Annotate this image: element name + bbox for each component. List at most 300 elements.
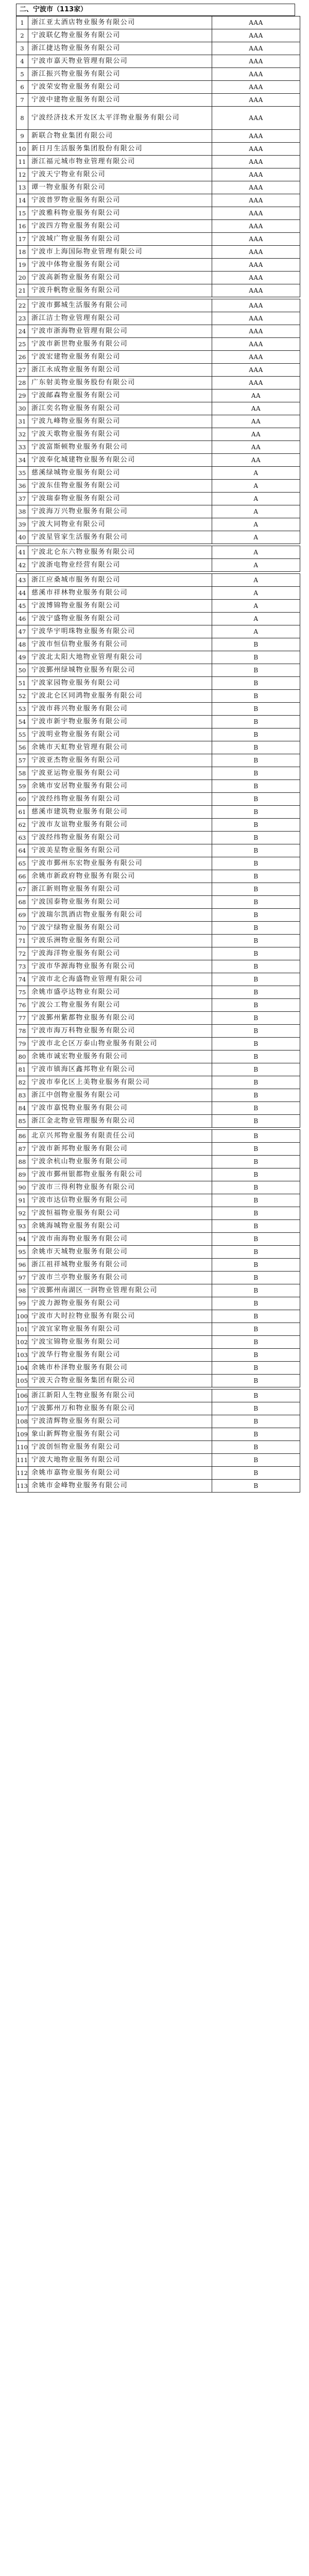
table-row [16,493,300,505]
credit-rating: A [212,574,300,587]
row-number: 28 [16,377,28,389]
row-number: 82 [16,1076,28,1089]
row-number: 4 [16,55,28,68]
company-name: 宁波中体物业服务有限公司 [28,259,212,272]
credit-rating: AA [212,428,300,441]
row-number: 5 [16,68,28,81]
row-number: 51 [16,677,28,690]
credit-rating: A [212,600,300,613]
row-number: 13 [16,181,28,194]
company-name: 宁波宁绿物业服务有限公司 [28,922,212,935]
company-name: 宁波九峰物业服务有限公司 [28,415,212,428]
company-name: 宁波邮森物业服务有限公司 [28,389,212,402]
credit-rating: AAA [212,194,300,207]
credit-rating: B [212,754,300,767]
row-number: 31 [16,415,28,428]
table-row [16,1336,300,1349]
row-number: 58 [16,767,28,780]
credit-rating: B [212,741,300,754]
credit-rating: AAA [212,299,300,312]
company-name: 宁波鄞州绿城物业服务有限公司 [28,664,212,677]
table-row [16,896,300,909]
credit-rating: AAA [212,377,300,389]
row-number: 27 [16,364,28,377]
table-row [16,651,300,664]
row-number: 45 [16,600,28,613]
credit-rating: B [212,1375,300,1387]
credit-rating: AAA [212,181,300,194]
row-number: 80 [16,1050,28,1063]
credit-rating: AAA [212,338,300,351]
credit-rating: AA [212,402,300,415]
row-number: 64 [16,844,28,857]
table-row [16,94,300,107]
row-number: 18 [16,246,28,259]
credit-rating: AA [212,454,300,467]
company-name: 宁波乐洲物业服务有限公司 [28,935,212,947]
company-name: 宁波鄞州南湖区一润物业管理有限公司 [28,1284,212,1297]
company-name: 宁波市兰亭物业服务有限公司 [28,1272,212,1284]
row-number: 89 [16,1168,28,1181]
row-number: 56 [16,741,28,754]
credit-rating: B [212,1038,300,1050]
table-row [16,284,300,297]
row-number: 60 [16,793,28,806]
company-name: 广东射美物业服务股份有限公司 [28,377,212,389]
company-name: 宁波高新物业服务有限公司 [28,272,212,284]
company-name: 宁波市新世物业服务有限公司 [28,338,212,351]
company-name: 宁波市鄞州银都物业服务有限公司 [28,1168,212,1181]
credit-rating: B [212,1246,300,1259]
company-name: 宁波市华源海物业服务有限公司 [28,960,212,973]
credit-rating: B [212,1168,300,1181]
credit-rating: B [212,1323,300,1336]
credit-rating: B [212,1156,300,1168]
row-number: 78 [16,1025,28,1038]
credit-rating: B [212,1415,300,1428]
table-row [16,1402,300,1415]
company-name: 宁波恒福物业服务有限公司 [28,1207,212,1220]
company-name: 浙江金北物业管理服务有限公司 [28,1115,212,1128]
credit-rating: A [212,505,300,518]
row-number: 105 [16,1375,28,1387]
row-number: 83 [16,1089,28,1102]
company-name: 北京兴邦物业服务有限责任公司 [28,1130,212,1143]
row-number: 92 [16,1207,28,1220]
company-name: 新日月生活服务集团股份有限公司 [28,143,212,156]
table-row [16,1428,300,1441]
company-name: 谭一物业服务有限公司 [28,181,212,194]
row-number: 85 [16,1115,28,1128]
credit-rating: B [212,1115,300,1128]
row-number: 95 [16,1246,28,1259]
table-row [16,220,300,233]
row-number: 48 [16,638,28,651]
table-row [16,389,300,402]
company-name: 宁波瑞泰物业服务有限公司 [28,493,212,505]
table-row [16,844,300,857]
row-number: 111 [16,1454,28,1467]
credit-rating: B [212,986,300,999]
company-name: 宁波普罗物业服务有限公司 [28,194,212,207]
company-name: 宁波市新宇物业服务有限公司 [28,716,212,728]
company-name: 余姚市金峰物业服务有限公司 [28,1480,212,1493]
table-row [16,574,300,587]
row-number: 2 [16,29,28,42]
table-row [16,883,300,896]
row-number: 97 [16,1272,28,1284]
row-number: 67 [16,883,28,896]
company-name: 宁波亚杰物业服务有限公司 [28,754,212,767]
company-name: 宁波市上海国际物业管理有限公司 [28,246,212,259]
company-name: 宁波市蒋兴物业服务有限公司 [28,703,212,716]
row-number: 75 [16,986,28,999]
company-name: 宁波天歌物业服务有限公司 [28,428,212,441]
table-row [16,454,300,467]
credit-rating: B [212,870,300,883]
credit-rating: B [212,857,300,870]
table-row [16,613,300,625]
table-row [16,1220,300,1233]
row-number: 61 [16,806,28,819]
row-number: 63 [16,832,28,844]
row-number: 77 [16,1012,28,1025]
company-name: 宁波联亿物业服务有限公司 [28,29,212,42]
row-number: 98 [16,1284,28,1297]
credit-rating: B [212,728,300,741]
row-number: 86 [16,1130,28,1143]
credit-rating: B [212,1076,300,1089]
company-name: 余姚市盛亭达物业有限公司 [28,986,212,999]
credit-rating: AAA [212,29,300,42]
table-row [16,1130,300,1143]
credit-rating: B [212,716,300,728]
table-row [16,947,300,960]
credit-rating: B [212,935,300,947]
company-name: 浙江永成物业服务有限公司 [28,364,212,377]
credit-rating: B [212,1389,300,1402]
company-name: 慈溪市祥林物业服务有限公司 [28,587,212,600]
row-number: 46 [16,613,28,625]
credit-rating: B [212,767,300,780]
table-row [16,480,300,493]
company-name: 慈溪绿城物业服务有限公司 [28,467,212,480]
credit-rating: AAA [212,233,300,246]
row-number: 104 [16,1362,28,1375]
credit-rating: B [212,1194,300,1207]
company-name: 宁波宏建物业服务有限公司 [28,351,212,364]
table-row [16,1025,300,1038]
table-row [16,338,300,351]
credit-rating: B [212,1428,300,1441]
table-row [16,1375,300,1387]
credit-rating: B [212,1130,300,1143]
company-name: 宁波宜家物业服务有限公司 [28,1323,212,1336]
table-row [16,81,300,94]
credit-rating: B [212,1050,300,1063]
credit-rating: B [212,1272,300,1284]
table-row [16,351,300,364]
credit-rating: AAA [212,42,300,55]
row-number: 84 [16,1102,28,1115]
company-name: 浙江亚太酒店物业服务有限公司 [28,16,212,29]
credit-rating: AAA [212,246,300,259]
company-name: 象山新辉物业服务有限公司 [28,1428,212,1441]
row-number: 38 [16,505,28,518]
credit-rating: B [212,806,300,819]
table-row [16,518,300,531]
credit-rating: AA [212,415,300,428]
credit-rating: AAA [212,351,300,364]
table-row [16,922,300,935]
row-number: 1 [16,16,28,29]
table-row [16,1297,300,1310]
table-row [16,1310,300,1323]
company-name: 宁波经纬物业服务有限公司 [28,793,212,806]
credit-rating: AAA [212,325,300,338]
row-number: 93 [16,1220,28,1233]
table-row [16,909,300,922]
row-number: 107 [16,1402,28,1415]
credit-rating: B [212,1207,300,1220]
company-name: 宁波浙电物业经营有限公司 [28,559,212,572]
credit-rating: B [212,1297,300,1310]
row-number: 108 [16,1415,28,1428]
table-row [16,531,300,544]
row-number: 7 [16,94,28,107]
table-row [16,364,300,377]
table-row [16,1272,300,1284]
credit-rating: B [212,1102,300,1115]
table-row [16,741,300,754]
credit-rating: B [212,960,300,973]
row-number: 88 [16,1156,28,1168]
table-row [16,156,300,168]
table-row [16,1480,300,1493]
table-row [16,1207,300,1220]
table-row [16,415,300,428]
credit-rating: B [212,999,300,1012]
company-name: 浙江福元城市物业管理有限公司 [28,156,212,168]
company-name: 宁波市友谊物业服务有限公司 [28,819,212,832]
credit-rating: B [212,1063,300,1076]
table-row [16,973,300,986]
company-name: 宁波中建物业服务有限公司 [28,94,212,107]
credit-rating: B [212,1349,300,1362]
credit-rating: B [212,973,300,986]
table-row [16,143,300,156]
company-name: 宁波鄞州紫都物业服务有限公司 [28,1012,212,1025]
credit-rating: AAA [212,364,300,377]
row-number: 73 [16,960,28,973]
table-row [16,377,300,389]
credit-rating: A [212,587,300,600]
company-name: 浙江应桑城市服务有限公司 [28,574,212,587]
credit-rating: B [212,844,300,857]
document-page [16,4,295,1493]
table-row [16,1362,300,1375]
credit-rating: B [212,1480,300,1493]
table-row [16,793,300,806]
row-number: 79 [16,1038,28,1050]
credit-rating: AA [212,441,300,454]
credit-rating: B [212,896,300,909]
credit-rating: B [212,1336,300,1349]
company-name: 宁波经济技术开发区太平洋物业服务有限公司 [28,107,212,130]
row-number: 39 [16,518,28,531]
table-row [16,1259,300,1272]
company-name: 浙江捷达物业服务有限公司 [28,42,212,55]
row-number: 112 [16,1467,28,1480]
table-row [16,1143,300,1156]
row-number: 11 [16,156,28,168]
company-name: 宁波家园物业服务有限公司 [28,677,212,690]
company-name: 慈溪市建筑物业服务有限公司 [28,806,212,819]
company-name: 宁波创恒物业服务有限公司 [28,1441,212,1454]
company-name: 浙江新阳人生物业服务有限公司 [28,1389,212,1402]
company-name: 宁波北仑区同鸿物业服务有限公司 [28,690,212,703]
row-number: 9 [16,130,28,143]
company-name: 宁波雅科物业服务有限公司 [28,207,212,220]
table-row [16,1349,300,1362]
company-name: 宁波富斯顿物业服务有限公司 [28,441,212,454]
credit-rating: B [212,793,300,806]
credit-rating: A [212,531,300,544]
table-row [16,986,300,999]
row-number: 20 [16,272,28,284]
row-number: 90 [16,1181,28,1194]
table-row [16,832,300,844]
table-row [16,1467,300,1480]
row-number: 50 [16,664,28,677]
company-name: 宁波市新邦物业服务有限公司 [28,1143,212,1156]
table-row [16,690,300,703]
row-number: 55 [16,728,28,741]
company-name: 宁波明业物业服务有限公司 [28,728,212,741]
table-row [16,325,300,338]
table-row [16,600,300,613]
credit-rating: A [212,559,300,572]
company-name: 浙江洁士物业管理有限公司 [28,312,212,325]
credit-rating: B [212,832,300,844]
company-name: 宁波清辉物业服务有限公司 [28,1415,212,1428]
table-row [16,1050,300,1063]
row-number: 113 [16,1480,28,1493]
table-row [16,168,300,181]
table-row [16,299,300,312]
table-row [16,1415,300,1428]
table-row [16,29,300,42]
table-row [16,960,300,973]
row-number: 10 [16,143,28,156]
credit-rating: A [212,493,300,505]
table-row [16,1115,300,1128]
table-row [16,1323,300,1336]
company-name: 宁波市嘉天物业管理有限公司 [28,55,212,68]
credit-rating: B [212,690,300,703]
credit-rating: B [212,664,300,677]
section-title: 二、宁波市（113家） [16,4,295,16]
table-row [16,1156,300,1168]
company-name: 宁波城广物业服务有限公司 [28,233,212,246]
row-number: 57 [16,754,28,767]
table-row [16,1389,300,1402]
row-number: 66 [16,870,28,883]
company-name: 宁波余杭山物业服务有限公司 [28,1156,212,1168]
company-name: 浙江新则物业服务有限公司 [28,883,212,896]
company-name: 宁波市南海物业服务有限公司 [28,1233,212,1246]
company-name: 余姚市天城物业服务有限公司 [28,1246,212,1259]
credit-rating: B [212,703,300,716]
table-row [16,1012,300,1025]
row-number: 23 [16,312,28,325]
table-row [16,1441,300,1454]
credit-rating: B [212,1143,300,1156]
row-number: 59 [16,780,28,793]
company-name: 宁波鄞州万和物业服务有限公司 [28,1402,212,1415]
row-number: 102 [16,1336,28,1349]
table-row [16,677,300,690]
row-number: 17 [16,233,28,246]
row-number: 24 [16,325,28,338]
credit-rating: A [212,625,300,638]
row-number: 100 [16,1310,28,1323]
row-number: 21 [16,284,28,297]
row-number: 69 [16,909,28,922]
table-row [16,638,300,651]
table-row [16,68,300,81]
table-row [16,130,300,143]
row-number: 52 [16,690,28,703]
credit-rating: A [212,546,300,559]
company-name: 宁波华行物业服务有限公司 [28,1349,212,1362]
credit-rating: AA [212,389,300,402]
company-name: 宁波荣安物业服务有限公司 [28,81,212,94]
credit-rating: B [212,922,300,935]
row-number: 26 [16,351,28,364]
credit-rating: B [212,1402,300,1415]
credit-rating: B [212,1181,300,1194]
credit-rating: B [212,1454,300,1467]
credit-rating: B [212,1025,300,1038]
company-name: 余姚市新政府物业服务有限公司 [28,870,212,883]
company-name: 宁波市北仑海盛物业管理有限公司 [28,973,212,986]
row-number: 91 [16,1194,28,1207]
row-number: 34 [16,454,28,467]
company-name: 宁波博锦物业服务有限公司 [28,600,212,613]
company-name: 浙江中创物业服务有限公司 [28,1089,212,1102]
credit-rating: AAA [212,259,300,272]
table-row [16,1233,300,1246]
row-number: 41 [16,546,28,559]
table-row [16,625,300,638]
row-number: 25 [16,338,28,351]
row-number: 40 [16,531,28,544]
credit-rating: AAA [212,94,300,107]
credit-rating: AAA [212,272,300,284]
company-name: 宁波东佳物业服务有限公司 [28,480,212,493]
table-row [16,55,300,68]
row-number: 12 [16,168,28,181]
company-name: 宁波奉化城建物业服务有限公司 [28,454,212,467]
credit-rating: AAA [212,156,300,168]
row-number: 15 [16,207,28,220]
company-name: 宁波市达信物业服务有限公司 [28,1194,212,1207]
credit-rating: AAA [212,68,300,81]
credit-rating: B [212,1259,300,1272]
table-row [16,1063,300,1076]
credit-rating: B [212,1467,300,1480]
